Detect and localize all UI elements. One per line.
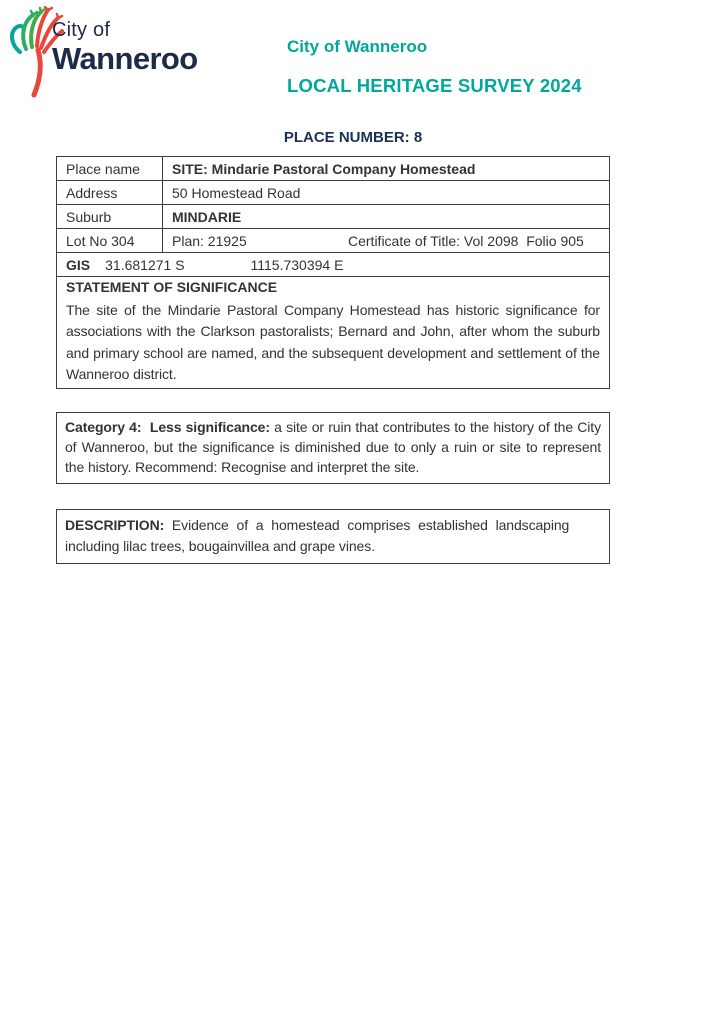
description-line1: Evidence of a homestead comprises established landscaping	[164, 516, 570, 533]
content-area	[56, 156, 610, 564]
lot-number-label: Lot No 304	[57, 229, 163, 253]
statement-of-significance-cell	[57, 277, 610, 389]
description-bold-intro: DESCRIPTION:	[65, 516, 165, 533]
address-value: 50 Homestead Road	[163, 181, 610, 205]
description-box	[56, 509, 610, 564]
logo-wordmark	[52, 20, 198, 74]
document-header	[287, 37, 582, 97]
category-text	[65, 417, 601, 478]
description-text	[65, 515, 601, 557]
table-row-suburb	[57, 205, 610, 229]
lot-plan-cell	[163, 229, 610, 253]
gis-latitude: 31.681271 S	[105, 256, 185, 273]
logo-wanneroo-text: Wanneroo	[52, 41, 198, 76]
category-description: a site or ruin that contributes to the history of the City of Wanneroo, but the significance is diminished due to only a ruin or site to represent the history. Recommend: Recognise and interpret the site.	[65, 418, 601, 476]
logo-city-of-text: City of	[52, 19, 111, 41]
address-label: Address	[57, 181, 163, 205]
table-row-gis	[57, 253, 610, 277]
header-title-line2: LOCAL HERITAGE SURVEY 2024	[287, 75, 582, 96]
place-name-label: Place name	[57, 157, 163, 181]
suburb-label: Suburb	[57, 205, 163, 229]
gis-cell	[57, 253, 610, 277]
plan-value: Plan: 21925	[172, 232, 247, 249]
city-of-wanneroo-logo	[8, 6, 238, 98]
table-row-place-name	[57, 157, 610, 181]
suburb-value: MINDARIE	[163, 205, 610, 229]
place-number-heading: PLACE NUMBER: 8	[283, 129, 423, 146]
gis-label: GIS	[66, 256, 91, 273]
description-line2: including lilac trees, bougainvillea and grape vines.	[65, 537, 375, 554]
place-details-table	[56, 156, 610, 389]
category-bold-intro: Category 4: Less significance:	[65, 418, 270, 435]
place-name-value: SITE: Mindarie Pastoral Company Homestead	[163, 157, 610, 181]
gis-longitude: 1115.730394 E	[250, 256, 344, 273]
statement-of-significance-heading: STATEMENT OF SIGNIFICANCE	[66, 279, 278, 295]
table-row-address	[57, 181, 610, 205]
table-row-lot	[57, 229, 610, 253]
certificate-of-title-value: Certificate of Title: Vol 2098 Folio 905	[348, 232, 584, 249]
statement-of-significance-text: The site of the Mindarie Pastoral Company Homestead has historic significance for associations with the Clarkson pastoralists; Bernard and John, after whom the suburb and primary school are named, and the subsequent development and settlement of the Wanneroo district.	[66, 302, 600, 383]
category-box	[56, 412, 610, 484]
header-title-line1: City of Wanneroo	[287, 37, 428, 56]
table-row-significance	[57, 277, 610, 389]
